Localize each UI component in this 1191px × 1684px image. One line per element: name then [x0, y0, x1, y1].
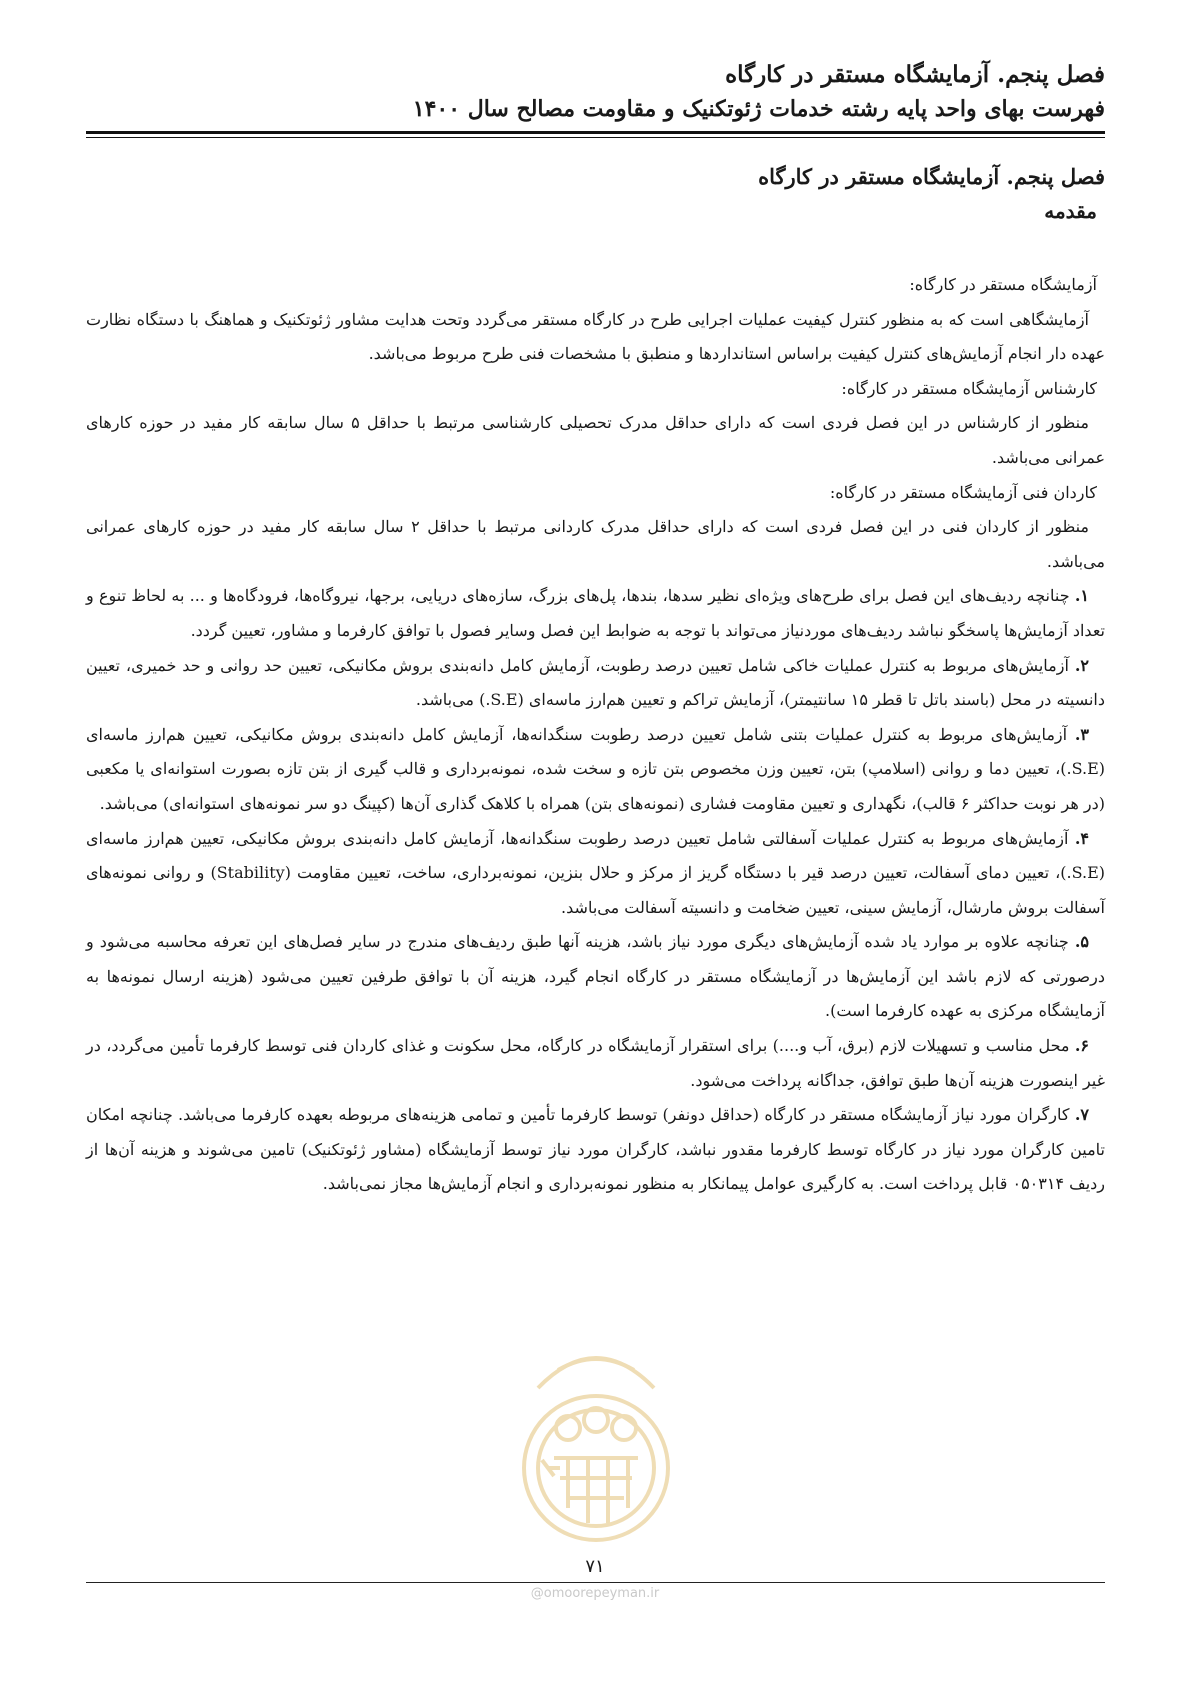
item-text: آزمایش‌های مربوط به کنترل عملیات خاکی شامل تعیین درصد رطوبت، آزمایش کامل دانه‌بندی بروش مکانیکی، تعیین حد روانی و حد خمیری، تعیین دانسیته در محل (باسند باتل تا قطر ۱۵ سانتیمتر)، آزمایش تراکم و تعیین هم‌ارز ماسه‌ای (S.E.) می‌باشد. — [86, 655, 1105, 710]
section-title: مقدمه — [1044, 199, 1097, 223]
numbered-item-7 — [86, 1098, 1105, 1202]
item-text: چنانچه ردیف‌های این فصل برای طرح‌های ویژه‌ای نظیر سدها، بندها، پل‌های بزرگ، سازه‌های دریایی، برجها، نیروگاه‌ها، فرودگاه‌ها و ... به لحاظ تنوع و تعداد آزمایش‌ها پاسخگو نباشد ردیف‌های موردنیاز می‌تواند با توجه به ضوابط این فصل وسایر فصول با توافق کارفرما و مشاور، تعیین گردد. — [86, 586, 1105, 640]
item-number: ۳. — [1074, 724, 1089, 744]
header-rule-thin — [86, 137, 1105, 138]
item-number: ۴. — [1074, 828, 1089, 848]
chapter-title: فصل پنجم. آزمایشگاه مستقر در کارگاه — [758, 164, 1105, 189]
item-number: ۲. — [1074, 655, 1090, 675]
chapter-heading-block — [86, 160, 1105, 228]
expert-definition: منظور از کارشناس در این فصل فردی است که دارای حداقل مدرک تحصیلی کارشناسی مرتبط با حداقل ۵ سال سابقه کار مفید در حوزه کارهای عمرانی می‌باشد. — [86, 413, 1105, 467]
page-number: ۷۱ — [585, 1556, 605, 1577]
numbered-item-1 — [86, 579, 1105, 648]
lab-definition: آزمایشگاهی است که به منظور کنترل کیفیت عملیات اجرایی طرح در کارگاه مستقر می‌گردد وتحت هدایت مشاور ژئوتکنیک و هماهنگ با دستگاه نظارت عهده دار انجام آزمایش‌های کنترل کیفیت براساس استانداردها و منطبق با مشخصات فنی طرح مربوط می‌باشد. — [86, 309, 1105, 364]
item-text: آزمایش‌های مربوط به کنترل عملیات آسفالتی شامل تعیین درصد رطوبت سنگدانه‌ها، آزمایش کامل دانه‌بندی بروش مکانیکی، تعیین هم‌ارز ماسه‌ای (S.E.)، تعیین دمای آسفالت، تعیین درصد قیر با دستگاه گریز از مرکز و حلال بنزین، نمونه‌برداری، ساخت، تعیین مقاومت (Stability) و روانی نمونه‌های آسفالت بروش مارشال، آزمایش سینی، تعیین ضخامت و دانسیته آسفالت می‌باشد. — [86, 828, 1106, 917]
running-header — [86, 58, 1105, 126]
header-rule-thick — [86, 131, 1105, 134]
website-watermark: @omoorepeyman.ir — [530, 1586, 660, 1601]
body-text — [86, 268, 1105, 1202]
numbered-item-6 — [86, 1029, 1105, 1098]
item-text: محل مناسب و تسهیلات لازم (برق، آب و....) برای استقرار آزمایشگاه در کارگاه، محل سکونت و غذای کاردان فنی توسط کارفرما تأمین می‌گردد، در غیر اینصورت هزینه آن‌ها طبق توافق، جداگانه پرداخت می‌شود. — [86, 1036, 1105, 1090]
header-catalog-line: فهرست بهای واحد پایه رشته خدمات ژئوتکنیک و مقاومت مصالح سال ۱۴۰۰ — [412, 96, 1105, 122]
item-number: ۵. — [1074, 932, 1089, 952]
numbered-item-4 — [86, 822, 1105, 926]
lab-heading: آزمایشگاه مستقر در کارگاه: — [909, 275, 1097, 294]
item-number: ۷. — [1074, 1105, 1089, 1125]
numbered-item-2 — [86, 649, 1105, 718]
item-text: چنانچه علاوه بر موارد یاد شده آزمایش‌های دیگری مورد نیاز باشد، هزینه آنها طبق ردیف‌های مندرج در سایر فصل‌های این تعرفه محاسبه می‌شود و درصورتی که لازم باشد این آزمایش‌ها در آزمایشگاه مستقر در کارگاه انجام گیرد، هزینه آن با توافق طرفین تعیین می‌شود (هزینه ارسال نمونه‌ها به آزمایشگاه مرکزی به عهده کارفرما است). — [86, 932, 1105, 1021]
header-chapter-line: فصل پنجم. آزمایشگاه مستقر در کارگاه — [725, 61, 1105, 88]
numbered-item-3 — [86, 718, 1105, 822]
footer-rule — [86, 1582, 1105, 1583]
item-number: ۱. — [1074, 586, 1090, 606]
technician-definition: منظور از کاردان فنی در این فصل فردی است که دارای حداقل مدرک کاردانی مرتبط با حداقل ۲ سال سابقه کار مفید در حوزه کارهای عمرانی می‌باشد. — [86, 517, 1105, 571]
item-text: آزمایش‌های مربوط به کنترل عملیات بتنی شامل تعیین درصد رطوبت سنگدانه‌ها، آزمایش کامل دانه‌بندی بروش مکانیکی، تعیین هم‌ارز ماسه‌ای (S.E.)، تعیین دما و روانی (اسلامپ) بتن، تعیین وزن مخصوص بتن تازه و سخت شده، نمونه‌برداری و قالب گیری از بتن تازه بصورت استوانه‌ای یا مکعبی (در هر نوبت حداکثر ۶ قالب)، نگهداری و تعیین مقاومت فشاری (نمونه‌های بتن) همراه با کلاهک گذاری آن‌ها (کپینگ دو سر نمونه‌های استوانه‌ای) می‌باشد. — [86, 724, 1105, 813]
seal-watermark-icon — [498, 1318, 694, 1563]
numbered-item-5 — [86, 925, 1105, 1029]
expert-heading: کارشناس آزمایشگاه مستقر در کارگاه: — [841, 378, 1097, 398]
item-number: ۶. — [1074, 1036, 1090, 1056]
technician-heading: کاردان فنی آزمایشگاه مستقر در کارگاه: — [829, 482, 1097, 502]
item-text: کارگران مورد نیاز آزمایشگاه مستقر در کارگاه (حداقل دونفر) توسط کارفرما تأمین و تمامی هزینه‌های مربوطه بعهده کارفرما می‌باشد. چنانچه امکان تامین کارگران مورد نیاز در کارگاه توسط کارفرما مقدور نباشد، کارگران مورد نیاز توسط آزمایشگاه (مشاور ژئوتکنیک) تامین می‌شوند و هزینه آن‌ها از ردیف ۰۵۰۳۱۴ قابل پرداخت است. به کارگیری عوامل پیمانکار به منظور نمونه‌برداری و انجام آزمایش‌ها مجاز نمی‌باشد. — [86, 1105, 1105, 1194]
